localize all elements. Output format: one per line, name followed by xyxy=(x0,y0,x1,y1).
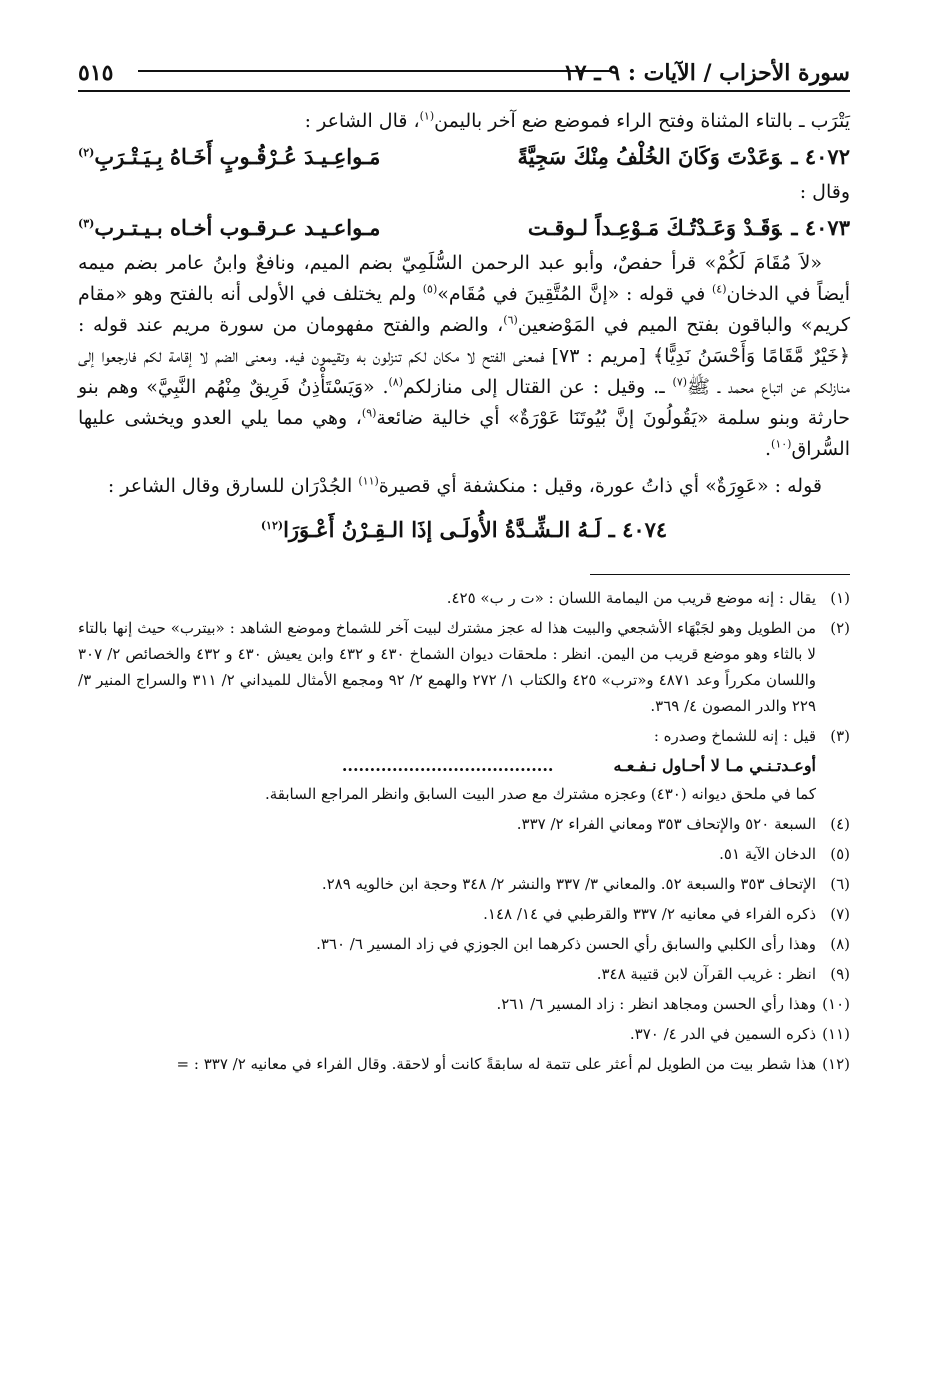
footnote: (٦) الإتحاف ٣٥٣ والسبعة ٥٢. والمعاني ٣/ ٣٣٧ والنشر ٢/ ٣٤٨ وحجة ابن خالويه ٢٨٩. xyxy=(321,875,850,893)
verse-4072: ٤٠٧٢ ـوَعَدْتَ وَكَانَ الخُلْفُ مِنْكَ سَجِيَّةً مَـواعِـيـدَ عُـرْقُـوبٍ أَخَـاهُ بِـيَـتْـرَبِ$^{(٢)}$ xyxy=(78,144,850,169)
paragraph-1: يَتْرَب ـ بالتاء المثناة وفتح الراء فموضع ضع آخر باليمن$^{(١)}$، قال الشاعر : xyxy=(304,109,850,132)
footnote: (١) يقال : إنه موضع قريب من اليمامة اللسان : «ت ر ب» ٤٢٥. xyxy=(446,589,850,607)
verse-number: ٤٠٧٢ ـ xyxy=(791,144,850,169)
footnote: (٩) انظر : غريب القرآن لابن قتيبة ٣٤٨. xyxy=(596,965,850,983)
footnote: (٥) الدخان الآية ٥١. xyxy=(719,845,850,863)
verse-number: ٤٠٧٣ ـ xyxy=(791,215,850,240)
paragraph-2: «لاَ مُقَامَ لَكُمْ» قرأ حفصٌ، وأبو عبد الرحمن السُّلَمِيّ بضم الميم، ونافعٌ وابنُ عامر بضم ميمه أيضاً في الدخان$^{(٤)}$ في قوله : «إنَّ المُتَّقِينَ في مُقَام»$^{(٥)}$ ولم يختلف في الأولى أنه بالفتح وهو «مقام كريم» والباقون بفتح الميم في المَوْضعين$^{(٦)}$، والضم والفتح مفهومان من سورة مريم عند قوله : ﴿خَيْرٌ مَّقَامًا وَأَحْسَنُ نَدِيًّا﴾ [مريم : ٧٣] فمعنى الفتح لا مكان لكم تنزلون به وتقيمون فيه. ومعنى الضم لا إقامة لكم فارجعوا إلى منازلكم عن اتباع محمد ـ ﷺ$^{(٧)}$ ـ. وقيل : عن القتال إلى منازلكم$^{(٨)}$. «وَيَسْتَأْذِنُ فَرِيقٌ مِنْهُم النَّبِيَّ» وهم بنو حارثة وبنو سلمة «يَقُولُونَ إنَّ بُيُوتَنَا عَوْرَةٌ» أي خالية ضائعة$^{(٩)}$، وهي مما يلي العدو ويخشى عليها السُّراق$^{(١٠)}$. xyxy=(78,252,851,460)
book-page xyxy=(78,48,850,1368)
surah-title: سورة الأحزاب / الآيات : ٩ ـ ١٧ xyxy=(562,60,850,86)
footnote: (٣) قيل : إنه للشماخ وصدره : xyxy=(653,727,850,745)
verse-second-half: مَـواعِـيـدَ عُـرْقُـوبٍ أَخَـاهُ بِـيَـتْـرَبِ xyxy=(94,144,381,169)
footnote: (٨) وهذا رأى الكلبي والسابق رأي الحسن ذكرهما ابن الجوزي في زاد المسير ٦/ ٣٦٠. xyxy=(316,935,850,953)
header-rule xyxy=(138,70,610,72)
verse-first-half: وَقَـدْ وَعَـدْتُـكَ مَـوْعِـداً لـوقـت xyxy=(527,215,782,240)
paragraph-3: قوله : «عَوِرَةٌ» أي ذاتُ عورة، وقيل : منكشفة أي قصيرة$^{(١١)}$ الجُدْرَان للسارق وقال الشاعر : xyxy=(107,474,822,497)
verse-second-half: مـواعـيـد عـرقـوب أخـاه بـيـتـرب xyxy=(94,215,381,240)
footnote-verse: أوعـدتـنـي مـا لا أحـاول نـفـعـه ...................................... xyxy=(341,756,816,775)
footnote: (١٠) وهذا رأي الحسن ومجاهد انظر : زاد المسير ٦/ ٢٦١. xyxy=(496,995,850,1013)
footnote-continuation: كما في ملحق ديوانه (٤٣٠) وعجزه مشترك مع صدر البيت السابق وانظر المراجع السابقة. xyxy=(264,785,816,803)
footnote: (١٢) هذا شطر بيت من الطويل لم أعثر على تتمة له سابقةً كانت أو لاحقة. وقال الفراء في معانيه ٢/ ٣٣٧ : = xyxy=(176,1055,850,1073)
verse-first-half: وَعَدْتَ وَكَانَ الخُلْفُ مِنْكَ سَجِيَّةً xyxy=(517,144,782,169)
verse-4073: ٤٠٧٣ ـوَقَـدْ وَعَـدْتُـكَ مَـوْعِـداً لـوقـت مـواعـيـد عـرقـوب أخـاه بـيـتـرب$^{(٣)}$ xyxy=(78,215,850,240)
footnotes xyxy=(78,585,850,1077)
verse-text: لَـهُ الـشِّـدَّةُ الأُولَـى إذَا الـقِـرْنُ أَعْـوَرَا xyxy=(283,517,602,542)
footnote-separator xyxy=(590,574,850,575)
verse-4074: ٤٠٧٤ ـ لَـهُ الـشِّـدَّةُ الأُولَـى إذَا الـقِـرْنُ أَعْـوَرَا$^{(١٢)}$ xyxy=(260,517,668,542)
wa-qal-line: وقال : xyxy=(799,181,850,203)
running-header xyxy=(78,48,850,86)
footnote: (٤) السبعة ٥٢٠ والإتحاف ٣٥٣ ومعاني الفراء ٢/ ٣٣٧. xyxy=(516,815,850,833)
main-text xyxy=(78,106,850,552)
header-divider xyxy=(78,90,850,92)
footnote: (١١) ذكره السمين في الدر ٤/ ٣٧٠. xyxy=(629,1025,850,1043)
footnote: (٢) من الطويل وهو لجَبْهَاء الأشجعي والبيت هذا له عجز مشترك لبيت آخر للشماخ وموضع الشاهد : «بيترب» حيث إنها بالتاء لا بالثاء وهو موضع قريب من اليمن. انظر : ملحقات ديوان الشماخ ٤٣٠ و ٤٣٢ وابن يعيش ٤٣٠ و ٤٣٢ والخصائص ٢/ ٣٠٧ واللسان مكرراً وعد ٤٨٧١ و«ترب» ٤٢٥ والكتاب ١/ ٢٧٢ والهمع ٢/ ٩٢ ومجمع الأمثال للميداني ٢/ ٣١١ والسراج المنير ٣/ ٢٢٩ والدر المصون ٤/ ٣٦٩. xyxy=(78,619,850,715)
page-number: ٥١٥ xyxy=(78,60,114,86)
verse-number: ٤٠٧٤ ـ xyxy=(608,517,668,542)
footnote: (٧) ذكره الفراء في معانيه ٢/ ٣٣٧ والقرطبي في ١٤/ ١٤٨. xyxy=(483,905,850,923)
